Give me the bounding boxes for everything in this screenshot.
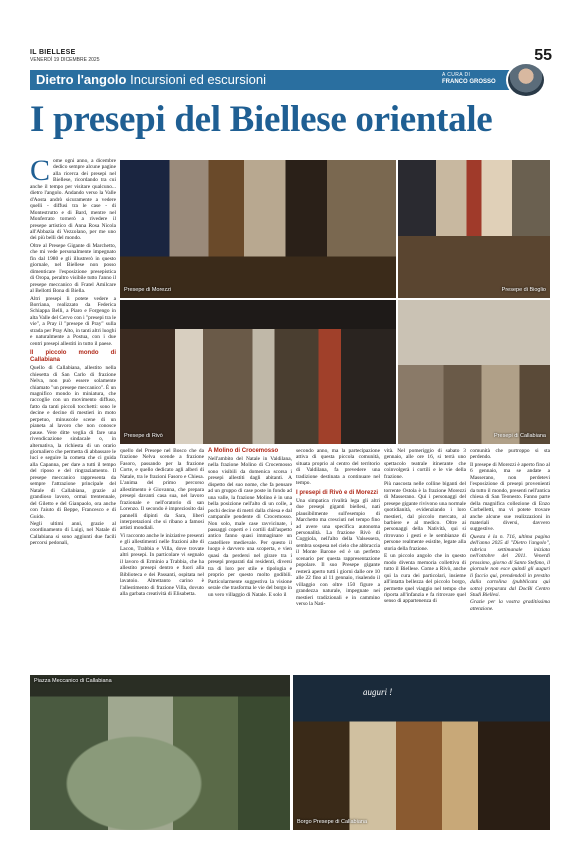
photo-piazza-meccanico (30, 675, 290, 830)
paragraph: Nell'ambito del Natale in Valdilana, nella frazione Molino di Crocemosso sono visibili da domenica scorsa i presepi allestiti dagli abitanti. A dispetto del suo nome, che fa pensare ad un gruppo di case poste in fondo ad una valle, la frazione Molino è in una bella posizione nell'alto di un colle, a pochi decine di metri dalla chiesa e dal campanile pendente di Crocemosso. Non solo, male case ravvicinate, i passaggi coperti e i cortili dall'aspetto antico fanno quasi immaginare un castelliere medievale. Per questo il luogo è davvero una scoperta, e vien quasi da perdersi nel girare tra i presepi preparati dai residenti, diversi tra di loro per stile e tipologia e proprio per questo molto godibili. Particolarmente suggestiva la visione serale che trasforma le vie del borgo in un vero villaggio di Natale. E solo il (208, 456, 292, 598)
article-column-3 (208, 448, 292, 599)
photo-caption: Presepi di Callabiana (494, 433, 546, 439)
author-photo (506, 62, 546, 98)
photo-caption: Presepe di Bioglio (501, 287, 546, 293)
section-rubric: Dietro l'angolo (36, 72, 127, 87)
subheading-callabiana: Il piccolo mondo di Callabiana (30, 350, 116, 364)
paragraph: vità. Nel pomeriggio di sabato 3 gennaio, alle ore 16, si terrà uno spettacolo teatrale itinerante che coinvolgerà i cortili e le vie della frazione. (384, 448, 466, 480)
paragraph: E un piccolo angolo che in questo modo diventa memoria collettiva di tutto il Biellese. Come a Rivò, anche qui la cura dei particolari, insieme all'intatta bellezza del piccolo borgo, permette quel viaggio nel tempo che riporta all'infanzia e fa ritrovare quel senso di appartenenza di (384, 553, 466, 605)
paragraph: Vi racconto anche le iniziative presenti e gli allestimenti nelle frazioni alte di Lacon, Trabbia e Villa, dove trovate altri presepi. In particolare vi segnalo il lavoro di Erminio a Trabbia, che ha allestito presepi dentro e fuori alla Biblioteca e dei Passanti, ospitata nel lavatoio. Altrettanto carino è l'allestimento di frazione Villa, dovuto alla garbata creatività di Elisabetta. (120, 532, 204, 597)
section-title (36, 72, 266, 87)
photo-presepi-callabiana (398, 300, 550, 444)
author-prefix: A CURA DI (442, 72, 471, 78)
photo-caption: Borgo Presepe di Callabiana (297, 819, 368, 825)
photo-presepe-bioglio (398, 160, 550, 298)
subheading-molino: A Molino di Crocemosso (208, 448, 279, 454)
paragraph: ome ogni anno, a dicembre dedico sempre alcune pagine alla ricerca dei presepi nel Biellese, ricordando tra cui anche il tempo per visitare qualcuno... dietro l'angolo. Andando verso la Valle d'Aosta andrò sicuramente a vedere quelli - diffusi tra le case - di Montestrutto e di Bard, mentre nel Monferrato tornerò a rivedere il presepe artistico di Anna Rosa Nicola all'Abbazia di Vezzolano, per me uno dei più belli del mondo. (30, 158, 116, 242)
paragraph: comunità che purtroppo si sta perdendo. (470, 448, 550, 461)
article-column-1 (30, 154, 116, 548)
photo-presepe-morezzi (120, 160, 396, 298)
auguri-text: auguri ! (363, 687, 393, 697)
paragraph: Il presepe di Morezzi è aperto fino al 6 gennaio, ma se andate a Masserano, non perdetevi l'esposizione di presepi provenienti da tutto il mondo, presenti nell'antica chiesa di San Teonesto. Fanno parte della magnifica collezione di Enzo Corbelletti, ma vi potete trovare anche alcune sue realizzazioni in materiali diversi, davvero suggestive. (470, 461, 551, 533)
headline: I presepi del Biellese orientale (30, 99, 493, 140)
issue-date: VENERDÌ 19 DICEMBRE 2025 (30, 57, 100, 63)
paragraph: Una simpatica rivalità lega gli altri due presepi giganti biellesi, nati plausibilmente sull'esempio di Marchetto ma cresciuti nel tempo fino ad avere una specifica autonoma personalità. La frazione Rivò di Coggiola, nell'alto della Valsessera, sembra sospesa nel cielo che abbraccia il Monte Barone ed è un perfetto scenario per questa rappresentazione popolare. Il suo Presepe gigante resterà aperto tutti i giorni dalle ore 10 alle 22 fino al 11 gennaio, risalendo il villaggio con oltre 150 figure a grandezza naturale, impegnate nei mestieri tradizionali e in cammino verso la Nati- (296, 497, 380, 607)
paper-name: IL BIELLESE (30, 49, 76, 56)
article-column-6 (470, 448, 550, 613)
photo-caption: Presepe di Morezzi (124, 287, 172, 293)
photo-caption: Piazza Meccanico di Callabiana (34, 678, 112, 684)
paragraph: quello del Presepe nel Bosco che da frazione Nelva scende a frazione Fasoro, passando per la frazione Corte, e quello dedicato agli alberi di Natale, tra le frazioni Fasoro e Chiesa. L'anima del primo percorso allestimento è Giovanna, che prepara presepi davanti casa sua, nel lavoro frazionale e nell'oratorio di san Lorenzo. Il secondo è impreziosito dai pannelli dipinti da Sara, liberi interpretazioni che si ribano a famosi artisti mondiali. (120, 448, 204, 532)
masthead (30, 49, 552, 67)
article-column-5 (384, 448, 466, 606)
paragraph: Questa è la n. 716, ultima pagina dell'anno 2025 di "Dietro l'angolo", rubrica settimanale iniziata nell'ottobre del 2011. Venerdì prossimo, giorno di Santo Stefano, il giornale non esce quindi gli auguri li faccio qui, prendendoli in prestito dalla cartolina (pubblicata qui sotto) preparata dal DocBi Centro Studi Biellesi. (470, 533, 550, 598)
paragraph: Più nascosta nelle colline biganti del torrente Ostola è la frazione Morezzi di Masserano. Qui i personaggi del presepe gigante rivivono una normale quotidianità, evidenziando i loro mestieri, dal piccolo mercato, al barbiere e al medico. Oltre ai personaggi della Natività, qui si ritrovano i gesti e le sembianze di persone realmente esistite, legate alla storia della frazione. (384, 481, 466, 552)
article-column-2 (120, 448, 204, 598)
subheading-rivo-morezzi: I presepi di Rivò e di Morezzi (296, 489, 379, 496)
paragraph: Grazie per la vostra graditissima attenzione. (470, 599, 550, 612)
paragraph: Altri presepi li potete vedere a Borriana, realizzato da Federica Schiappa Belli, a Piaro e Forgengo in alta Valle del Cervo con i "presepi tra le vie", a Pray il "presepe di Pray" sulla strada per Pray Alto, in tanti altri luoghi e naturalmente a Postua, con i due centri presepi allestiti in tutto il paese. (30, 295, 116, 347)
paragraph: Oltre al Presepe Gigante di Marchetto, che mi vede personalmente impegnato fin dal 1980 e gli illustrerò in questo giornale, nel Biellese non posso dimenticare l'esposizione presepistica di Oropa, peraltro visibile tutto l'anno il presepe meccanico di Fratel Amilcare al Bellotti Bona di Biella. (30, 242, 116, 295)
section-subtitle: Incursioni ed escursioni (130, 72, 266, 87)
article-column-4 (296, 448, 380, 608)
photo-presepe-rivo (120, 300, 396, 444)
drop-cap: C (30, 154, 51, 187)
author-credit (442, 70, 506, 90)
page-number: 55 (534, 47, 552, 64)
paragraph: Negli ultimi anni, grazie al coordinamento di Luigi, nel Natale di Callabiana si sono aggiunti due facili percorsi pedonali, (30, 521, 116, 547)
paragraph: Quello di Callabiana, allestito nella chiesetta di San Carlo di frazione Nelva, non può essere solamente chiamato "un presepe meccanico". È un magnifico mondo in miniatura, che raccoglie con un movimento diffuso, fatto da tanti piccoli tocchetti: sono le decine e decine di mestieri in moto perpetuo, minuscole scene di un pianeta al lavoro che non conosce pause. Vere ditte veglia di fare una rivendicazione sindacale o, in alternativa, la richiesta di un orario giornaliero che permetta di abbassare le luci e seguire la cometa che ci guida alla Capanna, per dare a tutti il tempo del riposo e del ringraziamento. Il presepe meccanico rappresenta da sempre l'attrazione principale del Natale di Callabiana, grazie al grandioso lavoro, ormai trentennale, del Giletto e del Gianpaolo, ora anche con l'aiuto di Beppe, Francesco e di Guido. (30, 365, 116, 520)
author-name: FRANCO GROSSO (442, 79, 496, 85)
photo-borgo-presepe (293, 675, 550, 830)
photo-caption: Presepe di Rivò (124, 433, 163, 439)
paragraph: secondo anno, ma la partecipazione attiva di questa piccola comunità, situata proprio al centro del territorio di Valdilana, fa prevedere una tradizione destinata a continuare nel tempo. (296, 448, 380, 487)
